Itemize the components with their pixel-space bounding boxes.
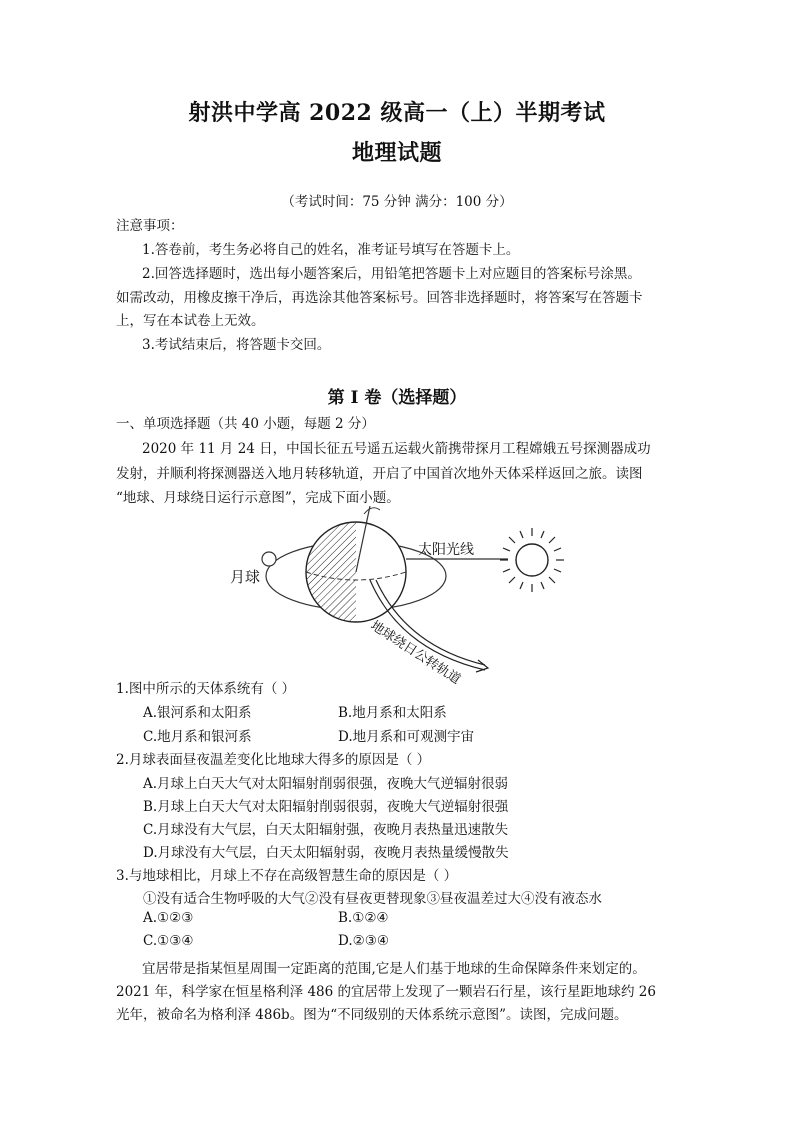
orbit-label: 地球绕日公转轨道: [367, 618, 464, 688]
notice-item-2: 2.回答选择题时，选出每小题答案后，用铅笔把答题卡上对应题目的答案标号涂黑。: [142, 266, 641, 282]
q2-option-a: A.月球上白天大气对太阳辐射削弱很强，夜晚大气逆辐射很弱: [143, 776, 509, 792]
q3-option-a: A.①②③: [143, 910, 194, 926]
passage1-line: 2020 年 11 月 24 日，中国长征五号遥五运载火箭携带探月工程嫦娥五号探测器成功: [142, 441, 651, 457]
passage1-line: 发射，并顺利将探测器送入地月转移轨道，开启了中国首次地外天体采样返回之旅。读图: [116, 466, 643, 482]
q1-option-a: A.银河系和太阳系: [143, 705, 252, 721]
earth-moon-sun-diagram: [230, 500, 590, 688]
passage1-line: “地球、月球绕日运行示意图”，完成下面小题。: [116, 490, 400, 506]
q2-option-d: D.月球没有大气层，白天太阳辐射弱，夜晚月表热量缓慢散失: [143, 845, 509, 861]
sun-icon: [500, 528, 564, 592]
notice-item-3: 3.考试结束后，将答题卡交回。: [142, 337, 331, 353]
passage2-line: 光年，被命名为格利泽 486b。图为“不同级别的天体系统示意图”。读图，完成问题。: [116, 1007, 628, 1023]
exam-title: 射洪中学高 2022 级高一（上）半期考试: [188, 100, 606, 126]
sunlight-label: 太阳光线: [418, 542, 474, 558]
q3-option-d: D.②③④: [338, 933, 389, 949]
exam-info: （考试时间：75 分钟 满分：100 分）: [281, 194, 513, 210]
question-2-stem: 2.月球表面昼夜温差变化比地球大得多的原因是（ ）: [116, 752, 431, 768]
notice-item-2-cont: 如需改动，用橡皮擦干净后，再选涂其他答案标号。回答非选择题时，将答案写在答题卡: [116, 290, 643, 306]
q3-option-b: B.①②④: [338, 910, 389, 926]
q2-option-c: C.月球没有大气层，白天太阳辐射强，夜晚月表热量迅速散失: [143, 822, 509, 838]
section-title: 第 I 卷（选择题）: [327, 388, 467, 408]
passage2-line: 宜居带是指某恒星周围一定距离的范围,它是人们基于地球的生命保障条件来划定的。: [142, 961, 646, 977]
question-3-stem: 3.与地球相比，月球上不存在高级智慧生命的原因是（ ）: [116, 868, 458, 884]
q3-conditions: ①没有适合生物呼吸的大气②没有昼夜更替现象③昼夜温差过大④没有液态水: [143, 891, 602, 907]
q2-option-b: B.月球上白天大气对太阳辐射削弱很弱，夜晚大气逆辐射很强: [143, 799, 509, 815]
orbit-arrow: [476, 660, 488, 672]
exam-subtitle: 地理试题: [351, 140, 442, 166]
part-heading: 一、单项选择题（共 40 小题，每题 2 分）: [116, 416, 375, 432]
q1-option-d: D.地月系和可观测宇宙: [338, 729, 475, 745]
q1-option-c: C.地月系和银河系: [143, 729, 252, 745]
notice-item-1: 1.答卷前，考生务必将自己的姓名，准考证号填写在答题卡上。: [142, 242, 520, 258]
notice-heading: 注意事项：: [116, 218, 184, 234]
moon-circle: [262, 552, 276, 566]
rotation-arrow: [364, 508, 380, 514]
moon-label: 月球: [230, 568, 261, 586]
q1-option-b: B.地月系和太阳系: [338, 705, 447, 721]
q3-option-c: C.①③④: [143, 933, 194, 949]
passage2-line: 2021 年，科学家在恒星格利泽 486 的宜居带上发现了一颗岩石行星，该行星距地球约 26: [116, 984, 656, 1000]
question-1-stem: 1.图中所示的天体系统有（ ）: [116, 681, 296, 697]
notice-item-2-cont2: 上，写在本试卷上无效。: [116, 313, 265, 329]
